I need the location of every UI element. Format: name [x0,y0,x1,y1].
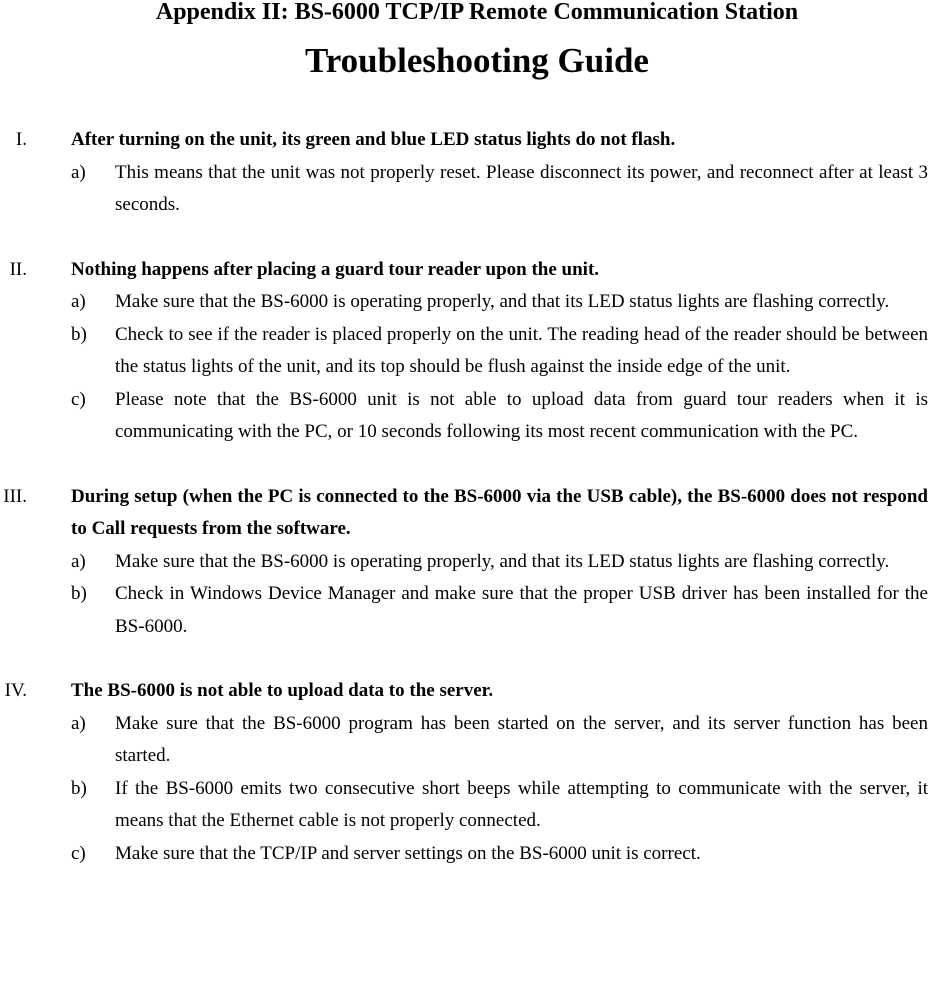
item-label: c) [71,388,86,410]
list-item [0,708,928,773]
section-title: The BS-6000 is not able to upload data to the server. [71,680,494,701]
item-text: If the BS-6000 emits two consecutive short beeps while attempting to communicate with the server, it means that the Ethernet cable is not properly connected. [115,777,928,831]
section-heading [0,481,928,546]
item-label: a) [71,161,86,183]
item-label: b) [71,583,87,604]
item-label: a) [71,291,86,312]
item-label: a) [71,550,86,572]
item-label: b) [71,323,87,345]
list-item [0,286,928,319]
item-text: Check to see if the reader is placed properly on the unit. The reading head of the reader should be between the status lights of the unit, and its top should be flush against the inside edge of the unit. [115,323,928,377]
list-item [0,157,928,222]
section-3 [0,481,928,644]
section-heading [0,675,928,708]
section-title: During setup (when the PC is connected to the BS-6000 via the USB cable), the BS-6000 does not respond to Call requests from the software. [71,485,928,539]
list-item [0,578,928,643]
section-numeral: II. [9,258,27,280]
section-title: Nothing happens after placing a guard tour reader upon the unit. [71,258,600,280]
item-text: Check in Windows Device Manager and make sure that the proper USB driver has been installed for the BS-6000. [115,583,928,637]
section-heading [0,254,928,287]
list-item [0,319,928,384]
troubleshooting-list [0,124,928,902]
list-item [0,838,928,871]
item-text: Please note that the BS-6000 unit is not able to upload data from guard tour readers when it is communicating with the PC, or 10 seconds following its most recent communication with the PC. [115,388,928,442]
section-numeral: III. [3,485,27,507]
section-title: After turning on the unit, its green and blue LED status lights do not flash. [71,129,676,150]
item-text: This means that the unit was not properly reset. Please disconnect its power, and reconnect after at least 3 seconds. [115,161,928,215]
item-text: Make sure that the BS-6000 program has been started on the server, and its server function has been started. [115,712,928,766]
section-numeral: IV. [4,680,27,701]
appendix-title: Appendix II: BS-6000 TCP/IP Remote Communication Station [155,0,799,25]
item-text: Make sure that the TCP/IP and server settings on the BS-6000 unit is correct. [115,842,701,864]
section-2 [0,254,928,449]
item-label: c) [71,842,86,864]
section-4 [0,675,928,870]
item-label: a) [71,712,86,734]
section-numeral: I. [15,129,27,150]
page-title: Troubleshooting Guide [305,41,649,80]
item-text: Make sure that the BS-6000 is operating properly, and that its LED status lights are flashing correctly. [115,291,890,312]
item-label: b) [71,777,87,799]
item-text: Make sure that the BS-6000 is operating properly, and that its LED status lights are flashing correctly. [115,550,890,572]
section-1 [0,124,928,222]
list-item [0,384,928,449]
list-item [0,773,928,838]
list-item [0,546,928,579]
section-heading [0,124,928,157]
